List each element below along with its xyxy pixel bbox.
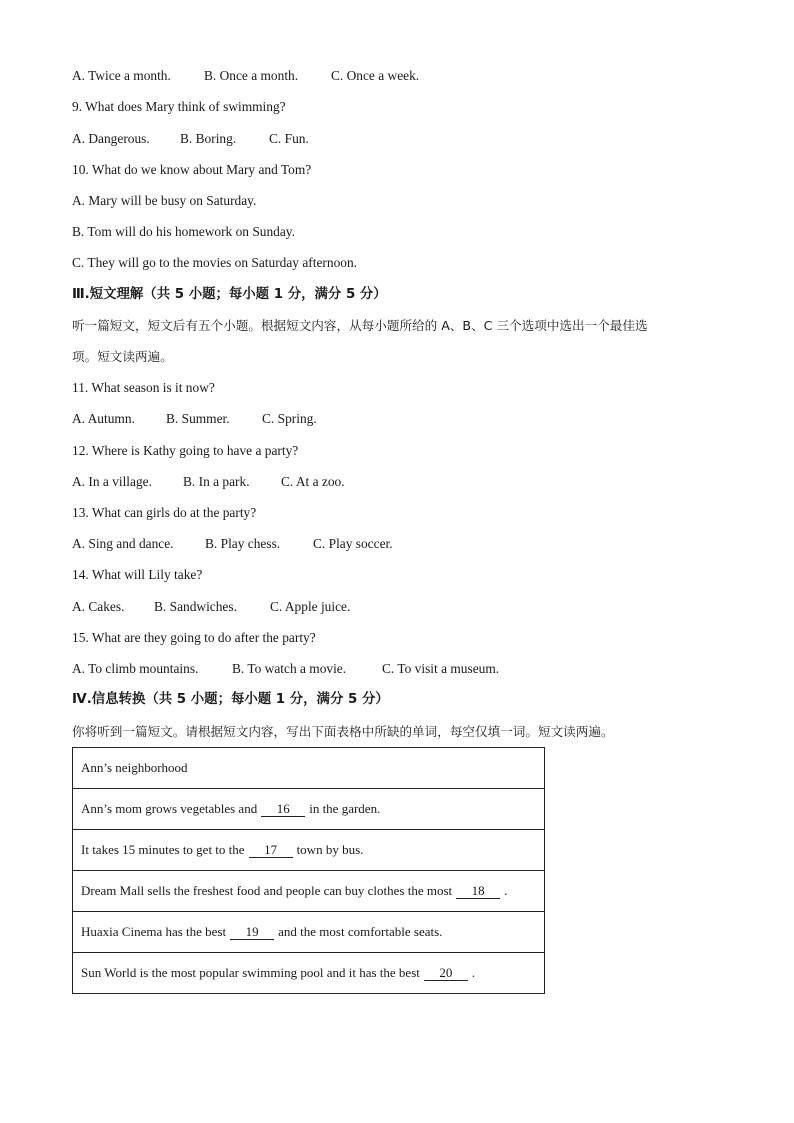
q8-options [72,67,419,85]
row-text-before: Sun World is the most popular swimming pool and it has the best [81,965,420,980]
blank-20: 20 [424,966,468,981]
row-text-before: Ann’s mom grows vegetables and [81,801,258,816]
section3-heading: Ⅲ.短文理解（共 5 小题；每小题 1 分，满分 5 分） [72,287,387,302]
q13-option-a: A. Sing and dance. [72,536,174,551]
section3-instruction-line1: 听一篇短文，短文后有五个小题。根据短文内容，从每小题所给的 A、B、C 三个选项中选出一个最佳选 [72,318,648,333]
q15-option-c: C. To visit a museum. [382,661,500,676]
row-text-after: . [504,883,508,898]
q11-option-b: B. Summer. [166,411,230,426]
table-cell [73,953,545,994]
q14-question: 14. What will Lily take? [72,567,203,582]
q15-options [72,660,499,678]
table-row [73,789,545,830]
q8-option-a: A. Twice a month. [72,68,171,83]
row-text-after: . [471,965,476,980]
q12-options [72,473,345,491]
q8-option-c: C. Once a week. [331,68,420,83]
q11-options [72,410,317,428]
table-row [73,953,545,994]
table-title: Ann’s neighborhood [73,748,545,789]
q14-option-a: A. Cakes. [72,599,125,614]
table-row [73,830,545,871]
q9-option-a: A. Dangerous. [72,131,150,146]
table-row [73,748,545,789]
table-cell [73,871,545,912]
section3-instruction-line2: 项。短文读两遍。 [72,349,173,364]
table-row [73,871,545,912]
q10-option-b: B. Tom will do his homework on Sunday. [72,224,295,239]
info-table [72,747,545,994]
q15-option-b: B. To watch a movie. [232,661,347,676]
q14-option-c: C. Apple juice. [270,599,351,614]
q11-option-a: A. Autumn. [72,411,135,426]
q14-option-b: B. Sandwiches. [154,599,237,614]
section4-heading: Ⅳ.信息转换（共 5 小题；每小题 1 分，满分 5 分） [72,692,389,707]
q9-options [72,130,309,148]
row-text-before: Dream Mall sells the freshest food and people can buy clothes the most [81,883,453,898]
row-text-before: Huaxia Cinema has the best [81,924,227,939]
q12-option-c: C. At a zoo. [281,474,345,489]
q13-question: 13. What can girls do at the party? [72,505,257,520]
section4-instruction: 你将听到一篇短文。请根据短文内容，写出下面表格中所缺的单词，每空仅填一词。短文读两遍。 [72,724,614,739]
q10-question: 10. What do we know about Mary and Tom? [72,162,312,177]
q9-question: 9. What does Mary think of swimming? [72,99,286,114]
q10-option-c: C. They will go to the movies on Saturday afternoon. [72,255,358,270]
q14-options [72,598,350,616]
q8-option-b: B. Once a month. [204,68,299,83]
q15-option-a: A. To climb mountains. [72,661,199,676]
q9-option-b: B. Boring. [180,131,237,146]
table-row [73,912,545,953]
q10-option-a: A. Mary will be busy on Saturday. [72,193,257,208]
q15-question: 15. What are they going to do after the party? [72,630,316,645]
q13-option-c: C. Play soccer. [313,536,393,551]
blank-18: 18 [456,884,500,899]
table-cell [73,830,545,871]
q12-question: 12. Where is Kathy going to have a party? [72,443,299,458]
q12-option-b: B. In a park. [183,474,250,489]
blank-16: 16 [261,802,305,817]
row-text-after: and the most comfortable seats. [278,924,443,939]
q12-option-a: A. In a village. [72,474,152,489]
q11-option-c: C. Spring. [262,411,317,426]
q13-option-b: B. Play chess. [205,536,281,551]
q9-option-c: C. Fun. [269,131,309,146]
blank-19: 19 [230,925,274,940]
table-cell [73,789,545,830]
row-text-after: town by bus. [296,842,364,857]
q11-question: 11. What season is it now? [72,380,215,395]
table-cell [73,912,545,953]
row-text-after: in the garden. [309,801,381,816]
blank-17: 17 [249,843,293,858]
row-text-before: It takes 15 minutes to get to the [81,842,245,857]
q13-options [72,535,393,553]
